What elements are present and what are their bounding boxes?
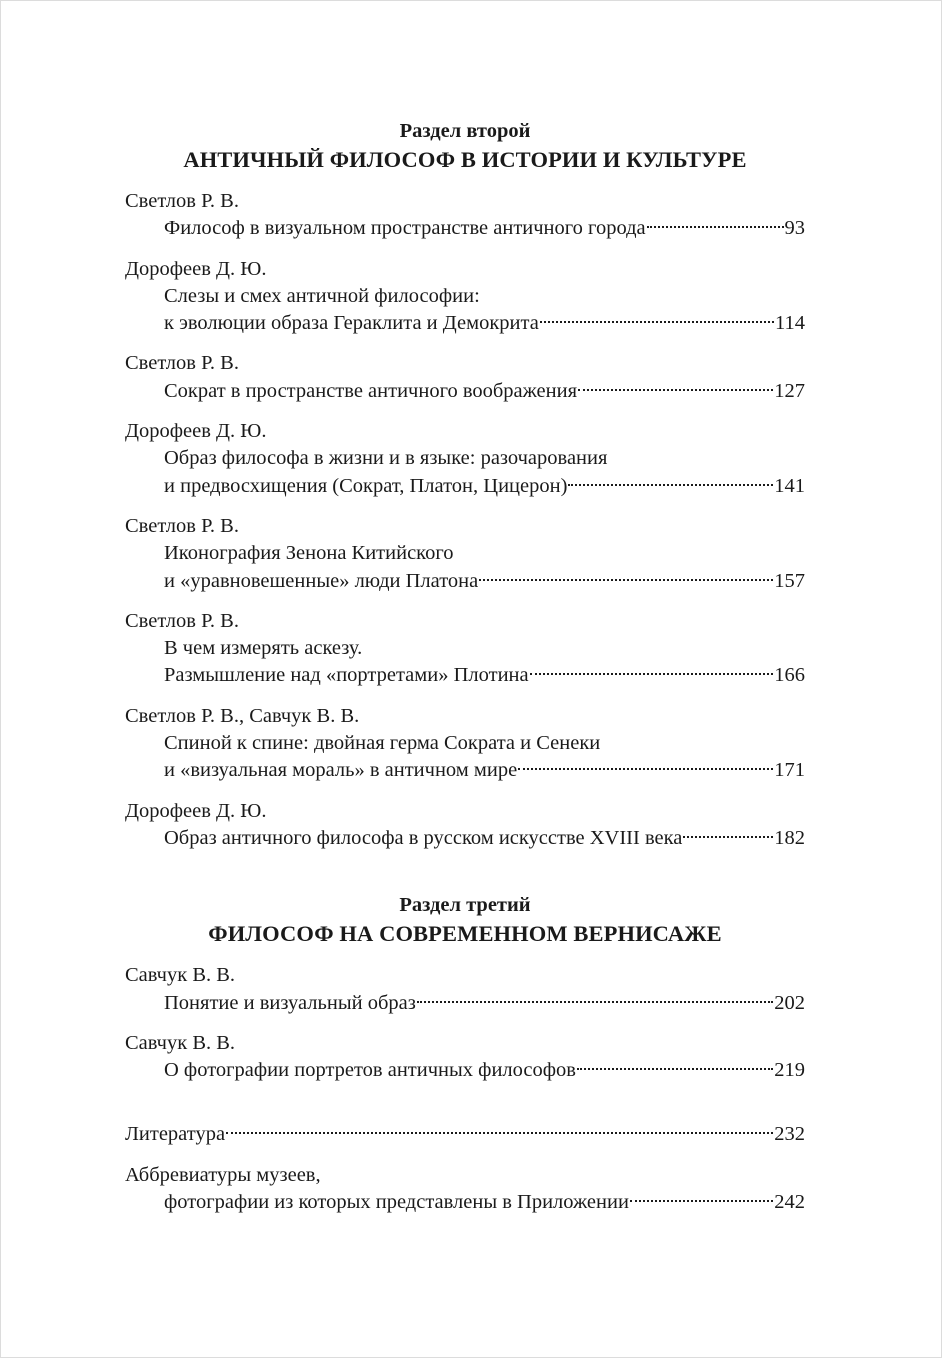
entry-author: Дорофеев Д. Ю.: [125, 799, 267, 822]
section-subtitle: Раздел второй: [399, 120, 531, 142]
dot-leader: [647, 226, 784, 228]
entry-author: Светлов Р. В., Савчук В. В.: [125, 704, 360, 727]
entry-title: Слезы и смех античной философии:: [164, 284, 480, 307]
dot-leader: [630, 1200, 773, 1202]
entry-page-number: 141: [774, 474, 805, 497]
section-header: [125, 892, 805, 949]
entry-page-number: 157: [774, 569, 805, 592]
entry-title-continued: Размышление над «портретами» Плотина: [164, 664, 529, 687]
entry-page-number: 182: [774, 826, 805, 849]
entry-title-continued: фотографии из которых представлены в Приложении: [164, 1191, 629, 1214]
toc-entry: [125, 418, 805, 500]
toc-entry: [125, 703, 805, 785]
section-two: [125, 118, 805, 852]
dot-leader: [568, 484, 773, 486]
section-title: АНТИЧНЫЙ ФИЛОСОФ В ИСТОРИИ И КУЛЬТУРЕ: [183, 147, 747, 172]
entry-title: Спиной к спине: двойная герма Сократа и Сенеки: [164, 732, 601, 755]
entry-title: Сократ в пространстве античного воображения: [164, 379, 578, 402]
toc-entry: [125, 608, 805, 690]
entry-page-number: 127: [774, 379, 805, 402]
entry-title-continued: и «визуальная мораль» в античном мире: [164, 759, 518, 782]
entry-author: Савчук В. В.: [125, 964, 236, 987]
entry-title: Образ философа в жизни и в языке: разочарования: [164, 447, 608, 470]
toc-entry: [125, 350, 805, 405]
section-three: [125, 892, 805, 1084]
entry-title-continued: и «уравновешенные» люди Платона: [164, 569, 479, 592]
entry-title: О фотографии портретов античных философов: [164, 1059, 576, 1082]
entry-author: Савчук В. В.: [125, 1031, 236, 1054]
entry-title: Литература: [125, 1123, 226, 1146]
entry-title: В чем измерять аскезу.: [164, 637, 363, 660]
toc-entry: [125, 256, 805, 338]
entry-author: Дорофеев Д. Ю.: [125, 420, 267, 443]
entry-page-number: 114: [775, 312, 805, 335]
dot-leader: [540, 321, 774, 323]
dot-leader: [417, 1001, 773, 1003]
toc-entry: [125, 798, 805, 853]
entry-title: Образ античного философа в русском искусстве XVIII века: [164, 826, 683, 849]
entry-page-number: 93: [784, 217, 805, 240]
entry-page-number: 171: [774, 759, 805, 782]
entry-author: Светлов Р. В.: [125, 514, 239, 537]
entry-page-number: 219: [774, 1059, 805, 1082]
entry-title: Иконография Зенона Китийского: [164, 542, 454, 565]
entry-author: Светлов Р. В.: [125, 609, 239, 632]
entry-author: Светлов Р. В.: [125, 190, 239, 212]
dot-leader: [577, 1068, 773, 1070]
dot-leader: [479, 579, 773, 581]
dot-leader: [226, 1132, 773, 1134]
toc-entry: [125, 1030, 805, 1085]
dot-leader: [578, 389, 773, 391]
toc-entry: [125, 962, 805, 1017]
entry-author: Светлов Р. В.: [125, 352, 239, 375]
dot-leader: [530, 673, 774, 675]
back-matter: [125, 1121, 805, 1216]
entry-page-number: 166: [774, 664, 805, 687]
toc-entry: [125, 1121, 805, 1148]
entry-title-continued: и предвосхищения (Сократ, Платон, Цицерон): [164, 474, 568, 497]
entry-page-number: 232: [774, 1123, 805, 1146]
toc-entry: [125, 513, 805, 595]
toc-entry: [125, 1162, 805, 1217]
dot-leader: [518, 768, 773, 770]
entry-title: Аббревиатуры музеев,: [125, 1163, 321, 1186]
table-of-contents: [125, 118, 805, 1216]
entry-title-continued: к эволюции образа Гераклита и Демокрита: [164, 312, 539, 335]
entry-title: Понятие и визуальный образ: [164, 991, 416, 1014]
entry-title: Философ в визуальном пространстве античного города: [164, 217, 646, 240]
dot-leader: [683, 836, 773, 838]
section-header: [125, 118, 805, 175]
entry-author: Дорофеев Д. Ю.: [125, 257, 267, 280]
entry-page-number: 242: [774, 1191, 805, 1214]
section-title: ФИЛОСОФ НА СОВРЕМЕННОМ ВЕРНИСАЖЕ: [208, 921, 722, 947]
entry-page-number: 202: [774, 991, 805, 1014]
toc-entry: [125, 188, 805, 243]
section-subtitle: Раздел третий: [399, 894, 531, 917]
